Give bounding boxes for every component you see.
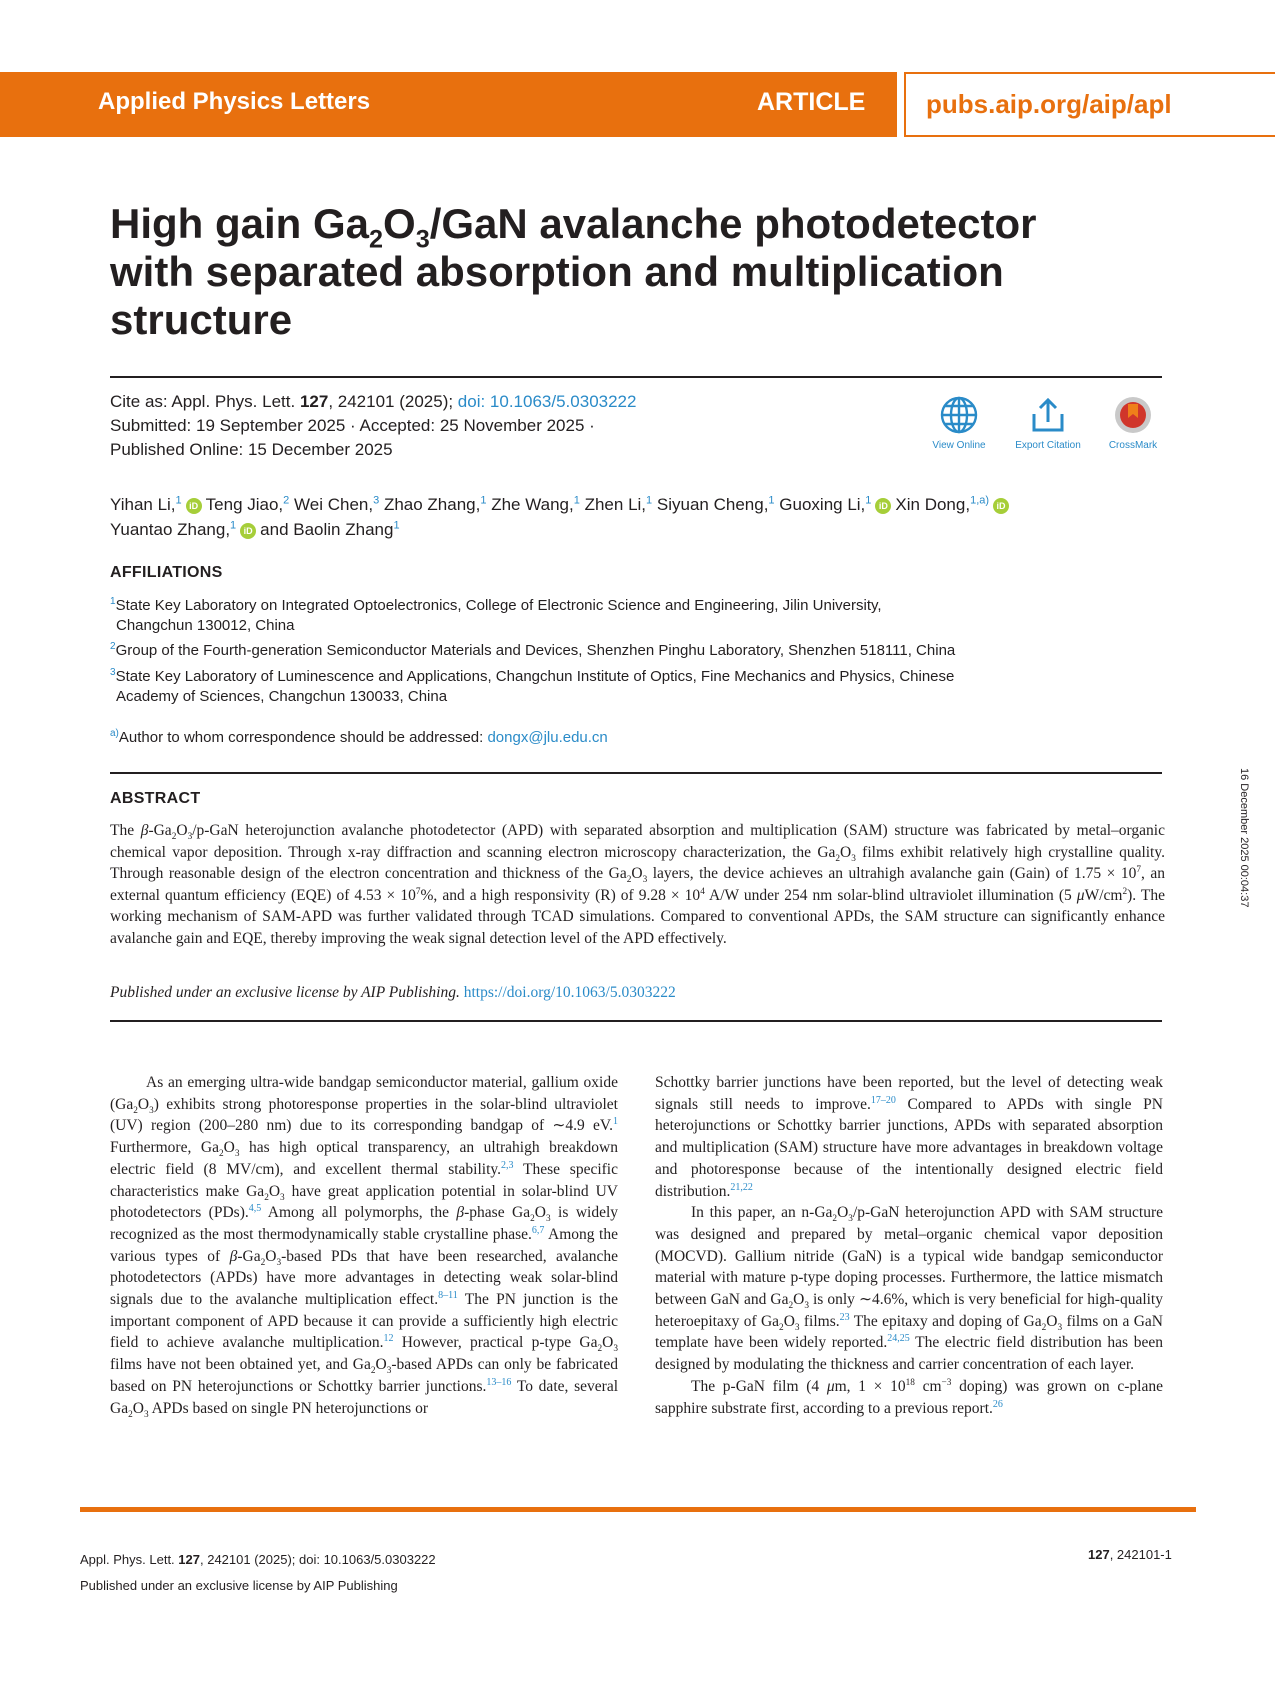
affiliation-item: $^2$Group of the Fourth-generation Semiconductor Materials and Devices, Shenzhen Pinghu Laboratory, Shenzhen 518111, China	[110, 641, 956, 659]
author[interactable]: Siyuan Cheng,$^1$	[656, 494, 775, 514]
author[interactable]: Zhe Wang,$^1$	[491, 494, 580, 514]
page-number: 127, 242101-1	[1088, 1547, 1172, 1562]
globe-icon	[940, 396, 978, 434]
orcid-icon[interactable]: iD	[993, 498, 1009, 514]
doi-link[interactable]: doi: 10.1063/5.0303222	[457, 392, 637, 411]
footer-rule	[80, 1507, 1196, 1512]
view-online-button[interactable]: View Online	[918, 396, 1000, 451]
crossmark-icon	[1114, 396, 1152, 434]
author[interactable]: Guoxing Li,$^1$	[779, 494, 872, 514]
affiliations-heading: AFFILIATIONS	[110, 564, 223, 581]
footer-citation: Appl. Phys. Lett. 127, 242101 (2025); doi: 10.1063/5.0303222 Published under an exclusive license by AIP Publishing	[80, 1552, 436, 1593]
email-link[interactable]: dongx@jlu.edu.cn	[487, 729, 608, 746]
citation-block: Cite as: Appl. Phys. Lett. 127, 242101 (2025); doi: 10.1063/5.0303222 Submitted: 19 September 2025 · Accepted: 25 November 2025 · Published Online: 15 December 2025	[110, 392, 637, 459]
journal-url-link[interactable]: pubs.aip.org/aip/apl	[926, 89, 1172, 119]
body-column-left: As an emerging ultra-wide bandgap semiconductor material, gallium oxide $(Ga_2O_3)$ exhibits strong photoresponse properties in the solar-blind ultraviolet (UV) region (200–280 nm) due to its corresponding bandgap of ∼4.9 eV.$^1$ Furthermore, $Ga_2O_3$ has high optical transparency, an ultrahigh breakdown electric field (8 MV/cm), and excellent thermal stability.$^{2,3}$ These specific characteristics make $Ga_2O_3$ have great application potential in solar-blind UV photodetectors (PDs).$^{4,5}$ Among all polymorphs, the β-phase $Ga_2O_3$ is widely recognized as the most thermodynamically stable crystalline phase.$^{6,7}$ Among the various types of $\beta-Ga_2O_3$-based PDs that have been researched, avalanche photodetectors (APDs) have more advantages in detecting weak solar-blind signals due to the avalanche multiplication effect.$^{8-11}$ The PN junction is the important component of APD because it can provide a sufficiently high electric field to achieve avalanche multiplication.$^{12}$ However, practical p-type $Ga_2O_3$ films have not been obtained yet, and $Ga_2O_3$-based APDs can only be fabricated based on PN heterojunctions or Schottky barrier junctions.$^{13-16}$ To date, several $Ga_2O_3$ APDs based on single PN heterojunctions or	[110, 1074, 619, 1420]
crossmark-button[interactable]: CrossMark	[1092, 396, 1174, 451]
orcid-icon[interactable]: iD	[240, 523, 256, 539]
author[interactable]: Teng Jiao,$^2$	[205, 494, 290, 514]
affiliation-item: $^3$State Key Laboratory of Luminescence and Applications, Changchun Institute of Optics, Fine Mechanics and Physics, Chinese Academy of Sciences, Changchun 130033, China	[110, 667, 955, 705]
abstract-text: The $\beta-Ga_2O_3/p$-GaN heterojunction avalanche photodetector (APD) with separated absorption and multiplication (SAM) structure was fabricated by metal–organic chemical vapor deposition. Through x-ray diffraction and scanning electron microscopy characterization, the $Ga_2O_3$ films exhibit relatively high crystalline quality. Through reasonable design of the electron concentration and thickness of the $Ga_2O_3$ layers, the device achieves an ultrahigh avalanche gain (Gain) of $1.75 \times 10^7$, an external quantum efficiency (EQE) of $4.53 \times 10^7\%$, and a high responsivity (R) of $9.28 \times 10^4$ A/W under 254 nm solar-blind ultraviolet illumination (5 $\mu W/cm^2$). The working mechanism of SAM-APD was further validated through TCAD simulations. Compared to conventional APDs, the SAM structure can significantly enhance avalanche gain and EQE, thereby improving the weak signal detection level of the APD effectively.	[110, 822, 1165, 947]
abstract-heading: ABSTRACT	[110, 790, 201, 807]
author[interactable]: Yuantao Zhang,$^1$	[110, 519, 237, 539]
affiliation-item: $^1$State Key Laboratory on Integrated Optoelectronics, College of Electronic Science and Engineering, Jilin University, Changchun 130012, China	[110, 596, 882, 634]
article-type: ARTICLE	[757, 88, 866, 116]
divider	[110, 772, 1162, 774]
orcid-icon[interactable]: iD	[875, 498, 891, 514]
author[interactable]: Zhao Zhang,$^1$	[383, 494, 487, 514]
author[interactable]: Xin Dong,$^{1,a)}$	[895, 494, 990, 514]
export-icon	[1029, 396, 1067, 434]
divider	[110, 1020, 1162, 1022]
article-title: High gain $Ga_2O_3$/GaN avalanche photodetector with separated absorption and multiplication structure	[110, 200, 1037, 343]
author[interactable]: and Baolin Zhang$^1$	[260, 519, 400, 539]
download-timestamp: 16 December 2025 00:04:37	[1238, 768, 1250, 908]
doi-url-link[interactable]: https://doi.org/10.1063/5.0303222	[463, 984, 676, 1001]
journal-name[interactable]: Applied Physics Letters	[98, 88, 371, 115]
author[interactable]: Yihan Li,$^1$	[110, 494, 182, 514]
author[interactable]: Zhen Li,$^1$	[584, 494, 653, 514]
correspondence: $^{a)}$Author to whom correspondence should be addressed: dongx@jlu.edu.cn	[110, 728, 608, 746]
author[interactable]: Wei Chen,$^3$	[294, 494, 380, 514]
license-line: Published under an exclusive license by AIP Publishing. https://doi.org/10.1063/5.0303222	[110, 984, 676, 1001]
author-list	[110, 492, 1170, 542]
orcid-icon[interactable]: iD	[186, 498, 202, 514]
export-citation-button[interactable]: Export Citation	[1007, 396, 1089, 451]
body-column-right: Schottky barrier junctions have been reported, but the level of detecting weak signals still needs to improve.$^{17-20}$ Compared to APDs with single PN heterojunctions or Schottky barrier junctions, APDs with separated absorption and multiplication (SAM) structure have more advantages in breakdown voltage and photoresponse because of the intentionally designed electric field distribution.$^{21,22}$ In this paper, an $n-Ga_2O_3/p$-GaN heterojunction APD with SAM structure was designed and prepared by metal–organic chemical vapor deposition (MOCVD). Gallium nitride (GaN) is a typical wide bandgap semiconductor material with mature p-type doping processes. Furthermore, the lattice mismatch between GaN and $Ga_2O_3$ is only ∼4.6%, which is very beneficial for high-quality heteroepitaxy of $Ga_2O_3$ films.$^{23}$ The epitaxy and doping of $Ga_2O_3$ films on a GaN template have been widely reported.$^{24,25}$ The electric field distribution has been designed by modulating the thickness and carrier concentration of each layer. The p-GaN film (4 μm, $1 \times 10^{18}$ $cm^{-3}$ doping) was grown on c-plane sapphire substrate first, according to a previous report.$^{26}$	[655, 1074, 1163, 1417]
divider	[110, 376, 1162, 378]
